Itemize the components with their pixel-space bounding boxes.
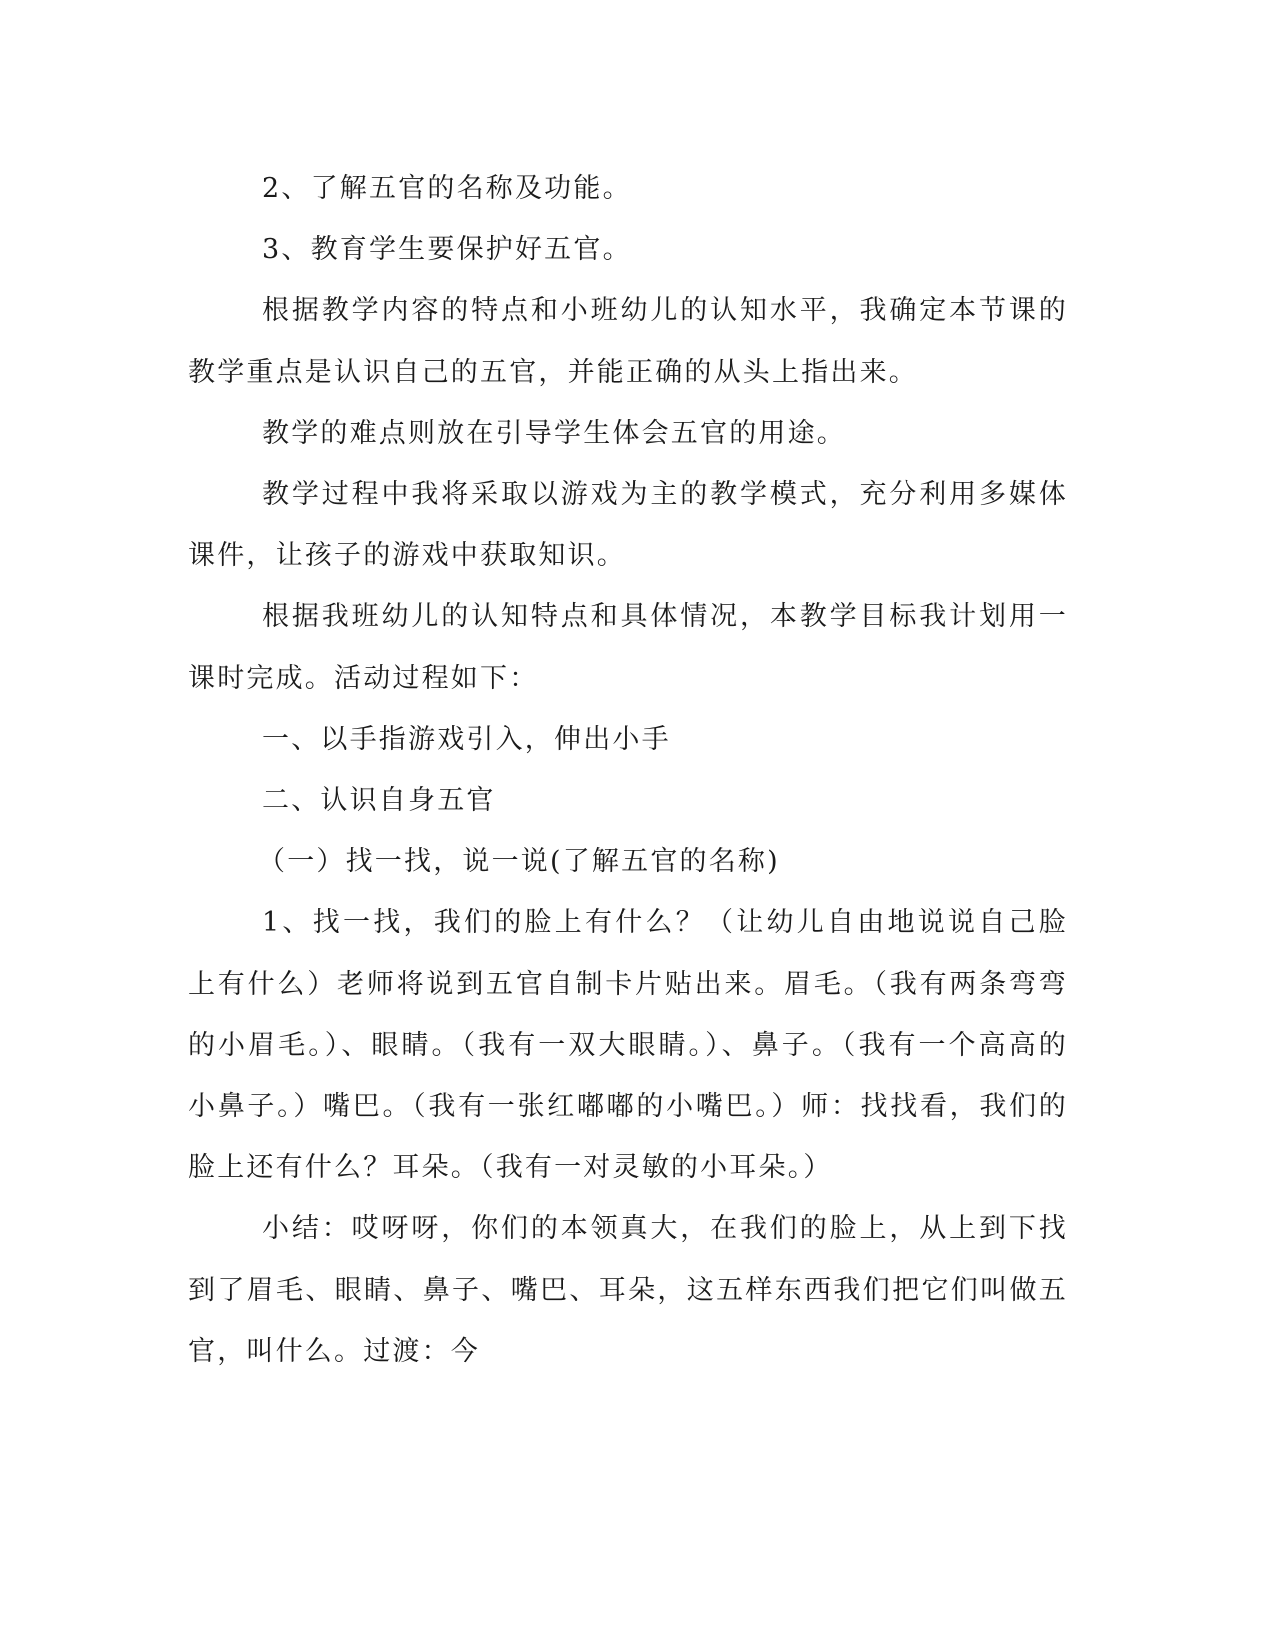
paragraph-teaching-method: 教学过程中我将采取以游戏为主的教学模式，充分利用多媒体课件，让孩子的游戏中获取知识。 (188, 479, 1068, 572)
paragraph-teaching-difficulty: 教学的难点则放在引导学生体会五官的用途。 (262, 417, 846, 449)
paragraph-teaching-focus: 根据教学内容的特点和小班幼儿的认知水平，我确定本节课的教学重点是认识自己的五官，并能正确的从头上指出来。 (188, 295, 1068, 388)
paragraph-lesson-plan: 根据我班幼儿的认知特点和具体情况，本教学目标我计划用一课时完成。活动过程如下： (188, 601, 1068, 694)
paragraph-goal-3: 3、教育学生要保护好五官。 (262, 234, 632, 266)
paragraph-step-2: 二、认识自身五官 (262, 785, 496, 817)
document-body (188, 158, 1068, 1382)
paragraph-step-1: 一、以手指游戏引入，伸出小手 (262, 723, 671, 755)
paragraph-goal-2: 2、了解五官的名称及功能。 (262, 173, 632, 204)
paragraph-find-face: 1、找一找，我们的脸上有什么？（让幼儿自由地说说自己脸上有什么）老师将说到五官自制卡片贴出来。眉毛。（我有两条弯弯的小眉毛。）、眼睛。（我有一双大眼睛。）、鼻子。（我有一个高高的小鼻子。）嘴巴。（我有一张红嘟嘟的小嘴巴。）师：找找看，我们的脸上还有什么？耳朵。（我有一对灵敏的小耳朵。） (188, 907, 1068, 1184)
paragraph-substep-1: （一）找一找，说一说(了解五官的名称) (258, 846, 780, 878)
paragraph-summary: 小结：哎呀呀，你们的本领真大，在我们的脸上，从上到下找到了眉毛、眼睛、鼻子、嘴巴、耳朵，这五样东西我们把它们叫做五官，叫什么。过渡：今 (188, 1213, 1068, 1367)
